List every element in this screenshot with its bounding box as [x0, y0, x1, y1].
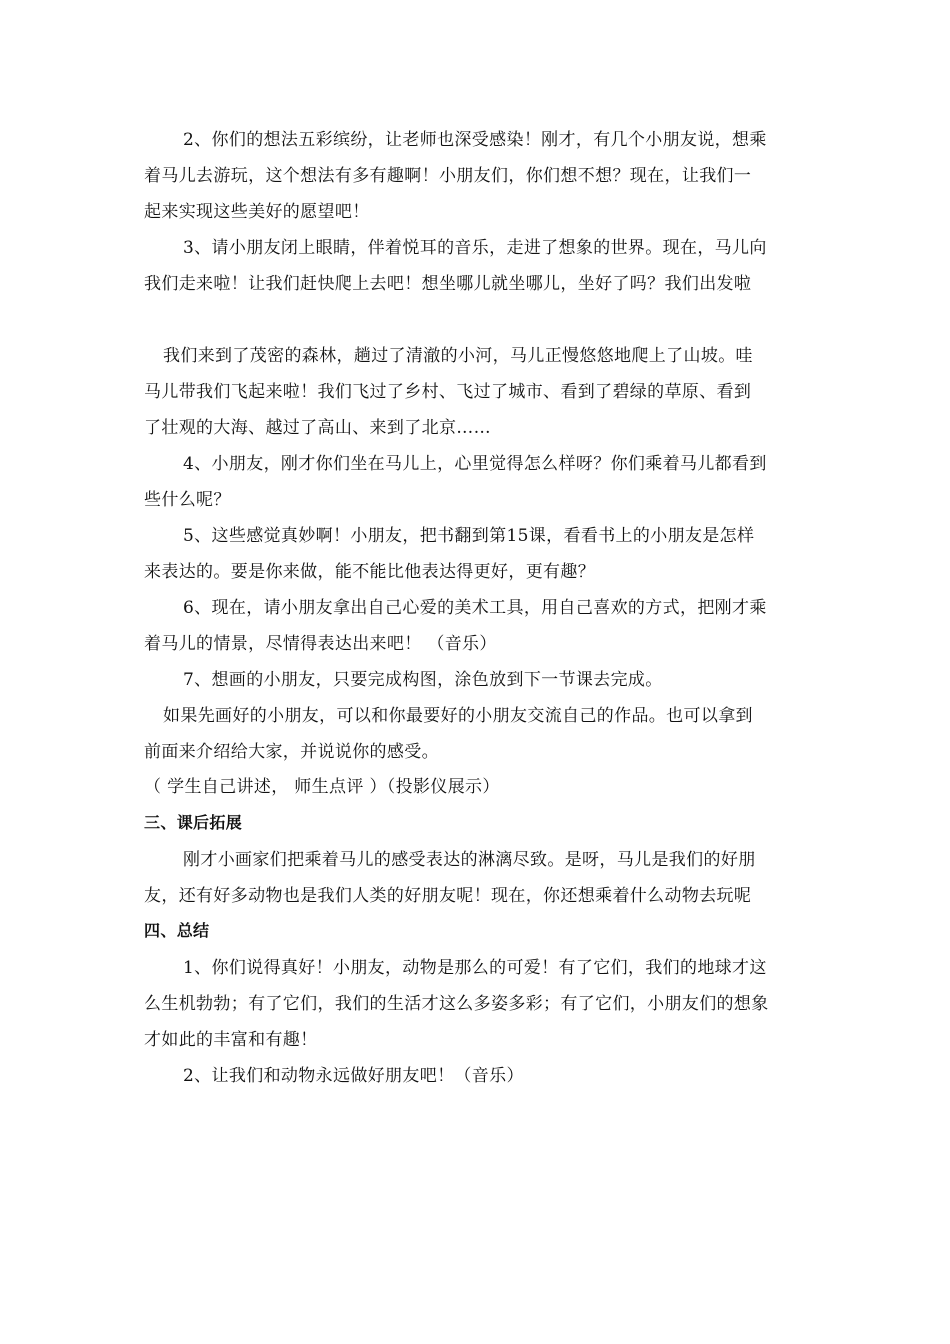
paragraph-line: 才如此的丰富和有趣！ [144, 1030, 318, 1050]
paragraph-line: 3、请小朋友闭上眼睛，伴着悦耳的音乐，走进了想象的世界。现在，马儿向 [183, 238, 767, 258]
paragraph-line: 1、你们说得真好！小朋友，动物是那么的可爱！有了它们，我们的地球才这 [183, 958, 767, 978]
paragraph-line: 2、让我们和动物永远做好朋友吧！（音乐） [183, 1066, 524, 1086]
paragraph-line: 7、想画的小朋友，只要完成构图，涂色放到下一节课去完成。 [183, 670, 663, 690]
section-heading: 四、总结 [144, 921, 210, 940]
paragraph-line: 来表达的。要是你来做，能不能比他表达得更好，更有趣？ [144, 562, 596, 582]
paragraph-line: 4、小朋友，刚才你们坐在马儿上，心里觉得怎么样呀？你们乘着马儿都看到 [183, 454, 767, 474]
paragraph-line: 刚才小画家们把乘着马儿的感受表达的淋漓尽致。是呀，马儿是我们的好朋 [183, 850, 756, 870]
paragraph-line: 6、现在，请小朋友拿出自己心爱的美术工具，用自己喜欢的方式，把刚才乘 [183, 598, 767, 618]
paragraph-line: 5、这些感觉真妙啊！小朋友，把书翻到第15课，看看书上的小朋友是怎样 [183, 526, 755, 546]
paragraph-line: 友，还有好多动物也是我们人类的好朋友呢！现在，你还想乘着什么动物去玩呢 [144, 886, 752, 906]
paragraph-line: 马儿带我们飞起来啦！我们飞过了乡村、飞过了城市、看到了碧绿的草原、看到 [144, 382, 752, 402]
paragraph-line: 么生机勃勃；有了它们，我们的生活才这么多姿多彩；有了它们，小朋友们的想象 [144, 994, 769, 1014]
paragraph-line: 前面来介绍给大家，并说说你的感受。 [144, 742, 439, 762]
paragraph-line: 我们来到了茂密的森林，趟过了清澈的小河，马儿正慢悠悠地爬上了山坡。哇 [163, 346, 753, 366]
paragraph-line: 了壮观的大海、越过了高山、来到了北京…… [144, 418, 491, 438]
paragraph-line: 些什么呢？ [144, 490, 231, 510]
paragraph-line: 着马儿去游玩，这个想法有多有趣啊！小朋友们，你们想不想？现在，让我们一 [144, 166, 752, 186]
paragraph-line: 如果先画好的小朋友，可以和你最要好的小朋友交流自己的作品。也可以拿到 [163, 706, 753, 726]
paragraph-line: （ 学生自己讲述， 师生点评 ）（投影仪展示） [144, 777, 500, 797]
paragraph-line: 我们走来啦！让我们赶快爬上去吧！想坐哪儿就坐哪儿，坐好了吗？我们出发啦 [144, 274, 752, 294]
section-heading: 三、课后拓展 [144, 813, 243, 832]
paragraph-line: 着马儿的情景，尽情得表达出来吧！ （音乐） [144, 634, 497, 654]
paragraph-line: 2、你们的想法五彩缤纷，让老师也深受感染！刚才，有几个小朋友说，想乘 [183, 130, 767, 150]
paragraph-line: 起来实现这些美好的愿望吧！ [144, 202, 370, 222]
